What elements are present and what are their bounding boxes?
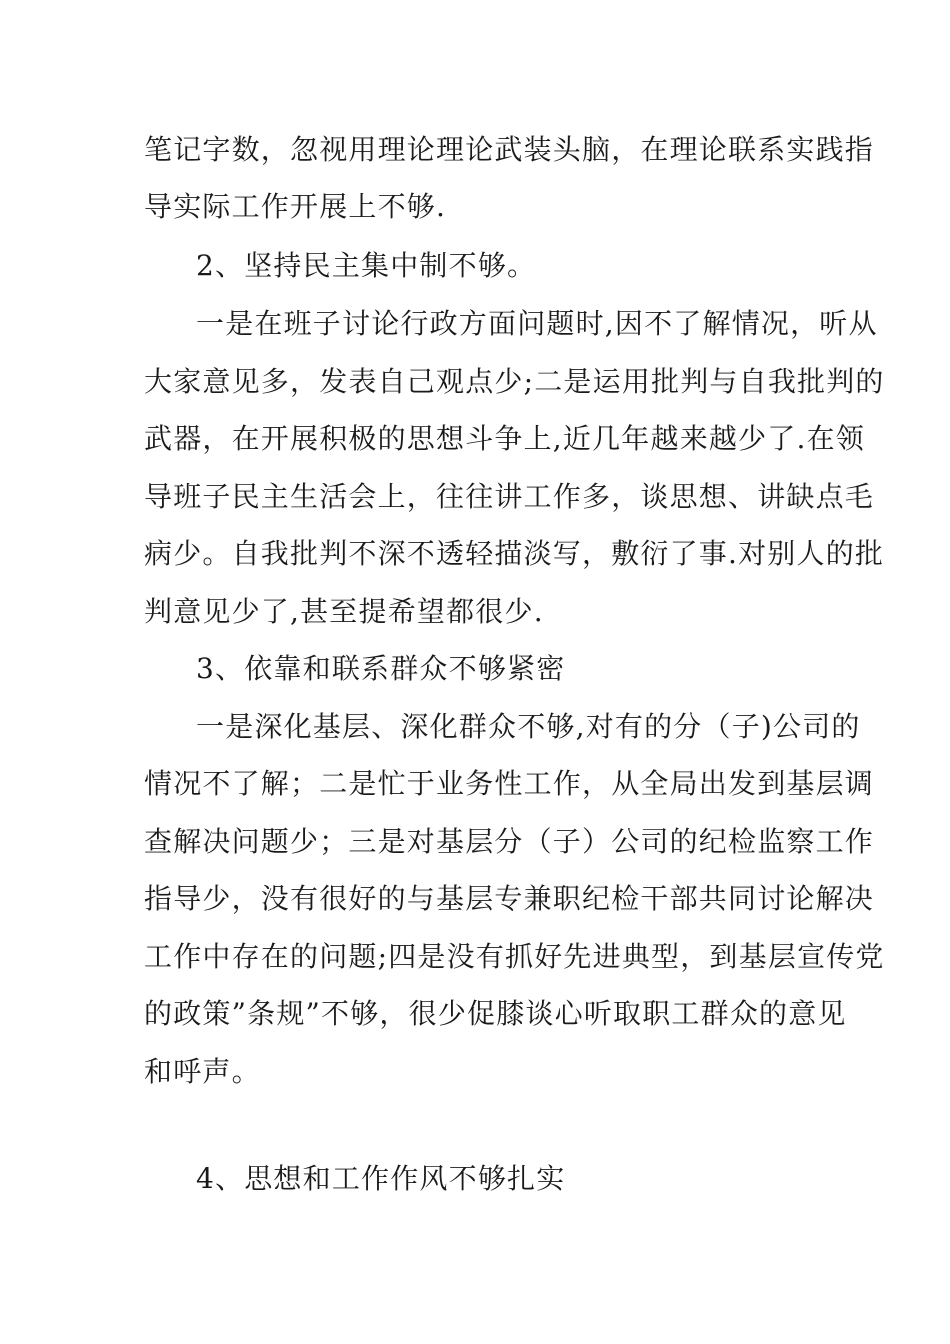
paragraph-line: 指导少，没有很好的与基层专兼职纪检干部共同讨论解决 [144,882,875,915]
paragraph-line: 一是在班子讨论行政方面问题时,因不了解情况，听从 [196,307,878,340]
section-heading-2: 2、坚持民主集中制不够。 [196,249,537,282]
paragraph-line: 导实际工作开展上不够. [144,190,447,223]
paragraph-line: 大家意见多，发表自己观点少;二是运用批判与自我批判的 [144,365,885,398]
paragraph-line: 导班子民主生活会上，往往讲工作多，谈思想、讲缺点毛 [144,480,875,513]
paragraph-line: 笔记字数，忽视用理论理论武装头脑，在理论联系实践指 [144,133,875,166]
section-heading-3: 3、依靠和联系群众不够紧密 [196,652,566,685]
paragraph-line: 工作中存在的问题;四是没有抓好先进典型，到基层宣传党 [144,940,885,973]
paragraph-line: 病少。自我批判不深不透轻描淡写，敷衍了事.对别人的批 [144,537,885,570]
paragraph-line: 和呼声。 [144,1055,261,1088]
section-heading-4: 4、思想和工作作风不够扎实 [196,1162,566,1195]
paragraph-line: 判意见少了,甚至提希望都很少. [144,595,544,628]
paragraph-line: 情况不了解；二是忙于业务性工作，从全局出发到基层调 [144,767,875,800]
paragraph-line: 武器，在开展积极的思想斗争上,近几年越来越少了.在领 [144,422,866,455]
paragraph-line: 查解决问题少；三是对基层分（子）公司的纪检监察工作 [144,825,875,858]
paragraph-line: 一是深化基层、深化群众不够,对有的分（子)公司的 [196,710,861,743]
paragraph-line: 的政策”条规”不够，很少促膝谈心听取职工群众的意见 [144,997,847,1030]
